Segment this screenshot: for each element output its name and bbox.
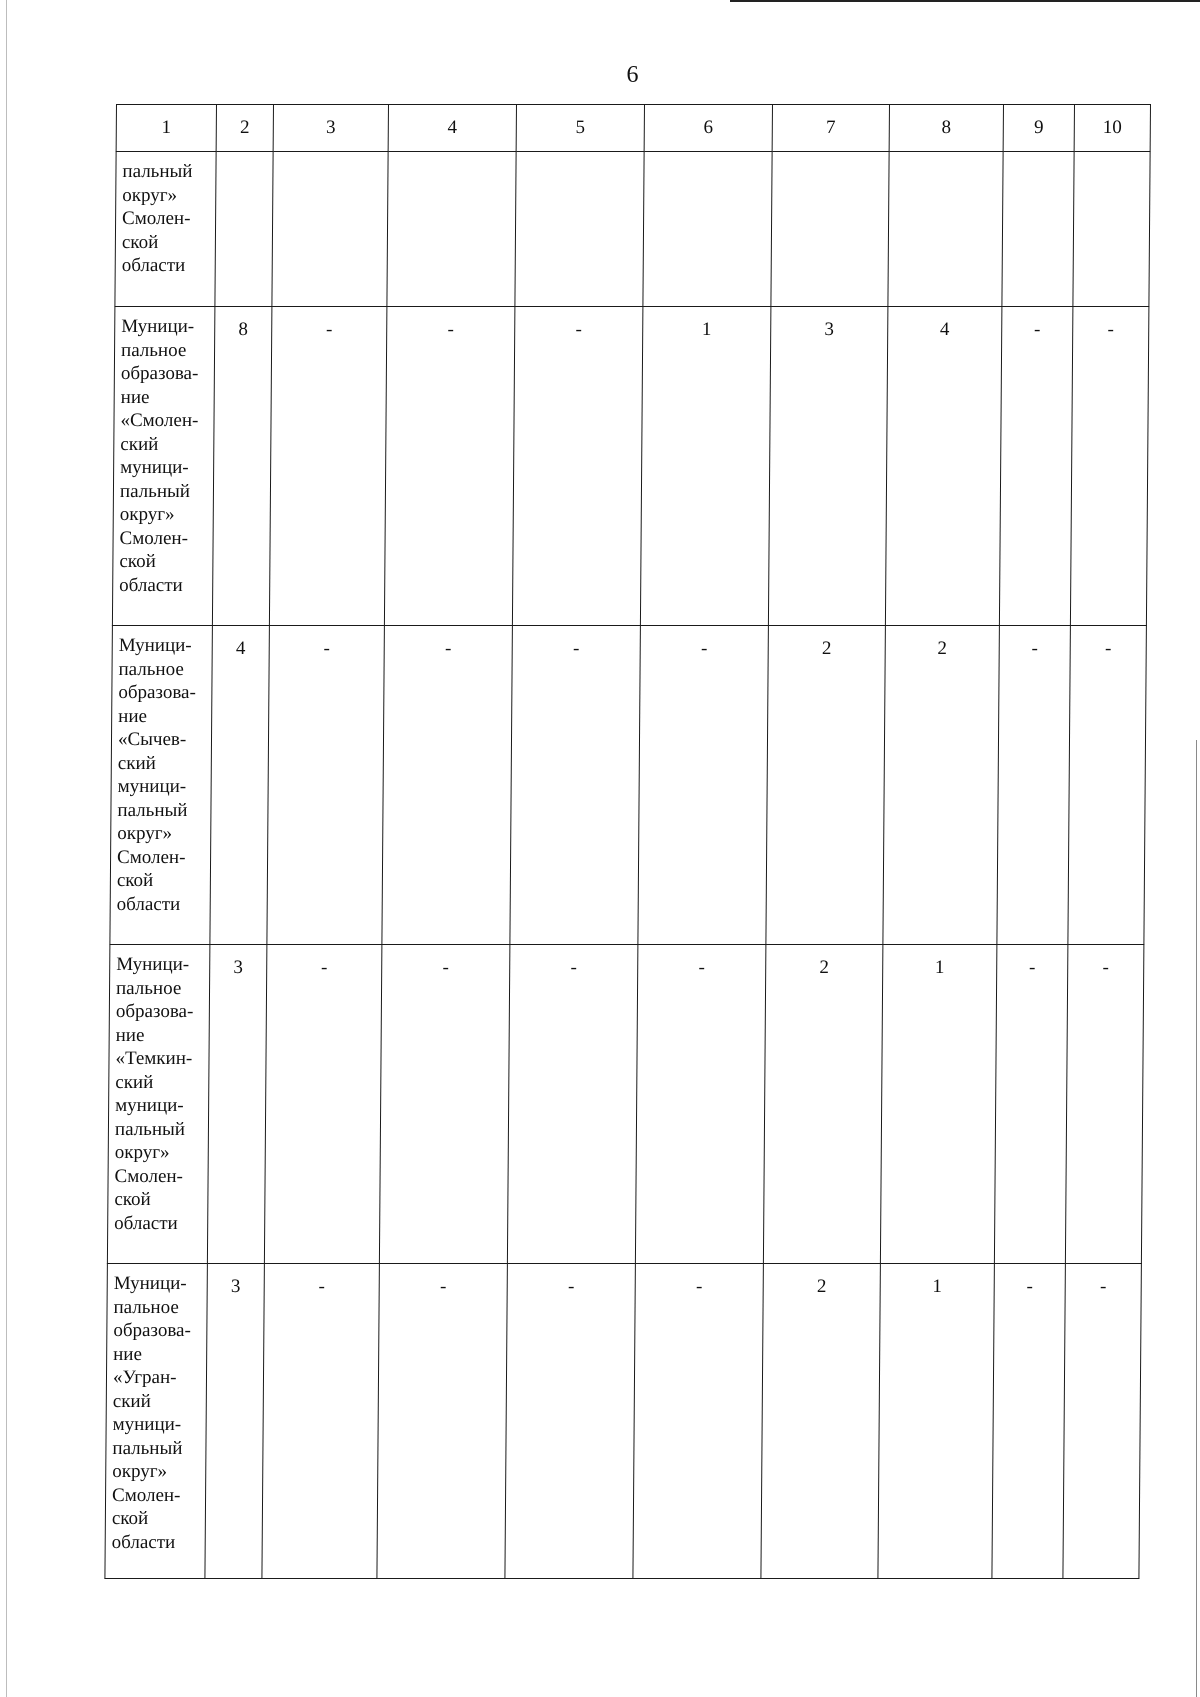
column-header: 4	[388, 105, 516, 152]
municipality-name-line: округ»	[112, 1461, 168, 1482]
value-cell: -	[999, 307, 1073, 626]
value-cell: -	[507, 945, 638, 1264]
municipality-name-line: муници-	[112, 1414, 182, 1435]
value-cell: -	[262, 1264, 379, 1579]
municipality-name-line: ский	[115, 1071, 154, 1093]
municipality-name-line: ской	[111, 1508, 149, 1529]
value-cell	[771, 152, 889, 307]
municipality-name-line: ской	[116, 870, 154, 891]
municipality-name-line: ской	[114, 1189, 151, 1210]
municipality-name-line: области	[116, 893, 181, 915]
value-cell: -	[510, 626, 641, 945]
municipality-name-line: «Угран-	[112, 1367, 177, 1388]
column-header: 6	[644, 105, 772, 152]
value-cell: -	[1065, 945, 1144, 1264]
value-cell: 1	[640, 307, 771, 626]
municipality-name-line: Смолен-	[114, 1165, 184, 1187]
table-body	[105, 152, 1150, 1579]
value-cell	[215, 152, 273, 307]
value-cell: -	[379, 945, 510, 1264]
municipality-name-line: округ»	[119, 504, 175, 525]
municipality-name-line: образова-	[120, 363, 199, 384]
municipality-name-cell	[105, 1264, 207, 1579]
table-row	[115, 152, 1150, 307]
value-cell: -	[382, 626, 513, 945]
municipality-name-line: Муници-	[116, 954, 190, 975]
value-cell	[888, 152, 1003, 307]
value-cell: 4	[210, 626, 270, 945]
municipality-name-line: пальное	[120, 339, 187, 361]
municipality-name-cell	[112, 307, 215, 626]
municipality-name-line: Смолен-	[117, 846, 186, 868]
value-cell: 4	[885, 307, 1002, 626]
municipality-name-line: округ»	[117, 823, 173, 844]
municipality-name-line: Муници-	[118, 635, 192, 656]
column-header: 2	[216, 105, 273, 152]
municipality-name-line: ской	[121, 231, 159, 253]
value-cell: -	[997, 626, 1071, 945]
value-cell: 8	[212, 307, 272, 626]
value-cell: -	[384, 307, 515, 626]
municipality-name-line: ние	[120, 386, 150, 408]
value-cell: -	[994, 945, 1068, 1264]
value-cell	[1073, 152, 1150, 307]
municipality-name-line: муници-	[120, 457, 189, 478]
municipality-name-line: пальный	[119, 480, 191, 502]
header-row	[116, 105, 1150, 152]
value-cell: -	[264, 945, 382, 1264]
municipality-name-line: муници-	[115, 1095, 184, 1116]
scan-edge-left	[6, 0, 7, 1697]
value-cell: -	[269, 307, 387, 626]
municipality-name-cell	[115, 152, 216, 307]
value-cell: 2	[761, 1264, 880, 1579]
municipality-name-line: Муници-	[113, 1273, 187, 1294]
municipality-name-line: ский	[112, 1390, 151, 1412]
column-header: 10	[1074, 105, 1150, 152]
column-header: 5	[516, 105, 644, 152]
value-cell: 3	[207, 945, 267, 1264]
municipality-name-line: области	[114, 1212, 178, 1234]
column-header: 3	[273, 105, 388, 152]
value-cell: -	[267, 626, 385, 945]
data-table	[104, 104, 1151, 1579]
page-number: 6	[626, 62, 639, 88]
municipality-name-line: области	[121, 255, 186, 276]
municipality-name-cell	[110, 626, 213, 945]
table-row	[107, 945, 1144, 1264]
municipality-name-line: образова-	[113, 1320, 191, 1341]
value-cell	[1002, 152, 1074, 307]
value-cell: 1	[878, 1264, 994, 1579]
municipality-name-line: Муници-	[121, 316, 195, 337]
value-cell: -	[377, 1264, 507, 1579]
municipality-name-line: пальный	[117, 799, 188, 821]
table-row	[112, 307, 1149, 626]
value-cell: -	[505, 1264, 635, 1579]
table-row	[105, 1264, 1141, 1579]
municipality-name-cell	[107, 945, 210, 1264]
value-cell: -	[992, 1264, 1065, 1579]
municipality-name-line: «Сычев-	[117, 729, 187, 750]
value-cell: 3	[768, 307, 888, 626]
municipality-name-line: округ»	[114, 1142, 170, 1163]
value-cell: -	[635, 945, 766, 1264]
municipality-name-line: ние	[113, 1343, 143, 1365]
municipality-name-line: «Смолен-	[120, 410, 199, 431]
value-cell: -	[1068, 626, 1147, 945]
municipality-name-line: округ»	[122, 184, 178, 206]
municipality-name-line: ский	[117, 752, 156, 774]
column-header: 8	[889, 105, 1003, 152]
municipality-name-line: области	[111, 1531, 176, 1553]
scan-edge-right	[1196, 740, 1197, 1697]
value-cell: 3	[205, 1264, 264, 1579]
value-cell: -	[633, 1264, 763, 1579]
value-cell: -	[1063, 1264, 1141, 1579]
municipality-name-line: ние	[118, 705, 148, 727]
value-cell: 2	[883, 626, 1000, 945]
municipality-name-line: образова-	[115, 1001, 194, 1022]
scan-edge-top	[730, 0, 1200, 2]
municipality-name-line: Смолен-	[119, 527, 189, 549]
municipality-name-line: пальный	[122, 161, 193, 182]
column-header: 7	[772, 105, 889, 152]
municipality-name-line: пальное	[118, 658, 184, 680]
value-cell: 2	[766, 626, 886, 945]
municipality-name-line: пальное	[115, 977, 182, 999]
value-cell: 1	[880, 945, 997, 1264]
municipality-name-line: ской	[119, 551, 156, 572]
column-header: 1	[116, 105, 216, 152]
municipality-name-line: пальный	[112, 1437, 183, 1459]
value-cell	[387, 152, 516, 307]
municipality-name-line: ние	[115, 1024, 145, 1046]
municipality-name-line: области	[119, 574, 183, 596]
municipality-name-line: «Темкин-	[115, 1048, 193, 1069]
municipality-name-line: Смолен-	[111, 1484, 181, 1506]
table-row	[110, 626, 1147, 945]
value-cell	[515, 152, 644, 307]
municipality-name-line: пальный	[114, 1118, 186, 1140]
value-cell	[272, 152, 388, 307]
municipality-name-line: образова-	[118, 682, 196, 703]
municipality-name-line: ский	[120, 433, 159, 455]
municipality-name-line: муници-	[117, 776, 187, 797]
municipality-name-line: пальное	[113, 1296, 179, 1318]
value-cell: 2	[763, 945, 883, 1264]
column-header: 9	[1003, 105, 1074, 152]
value-cell	[643, 152, 772, 307]
value-cell: -	[638, 626, 769, 945]
value-cell: -	[512, 307, 643, 626]
municipality-name-line: Смолен-	[122, 208, 191, 229]
value-cell: -	[1070, 307, 1149, 626]
